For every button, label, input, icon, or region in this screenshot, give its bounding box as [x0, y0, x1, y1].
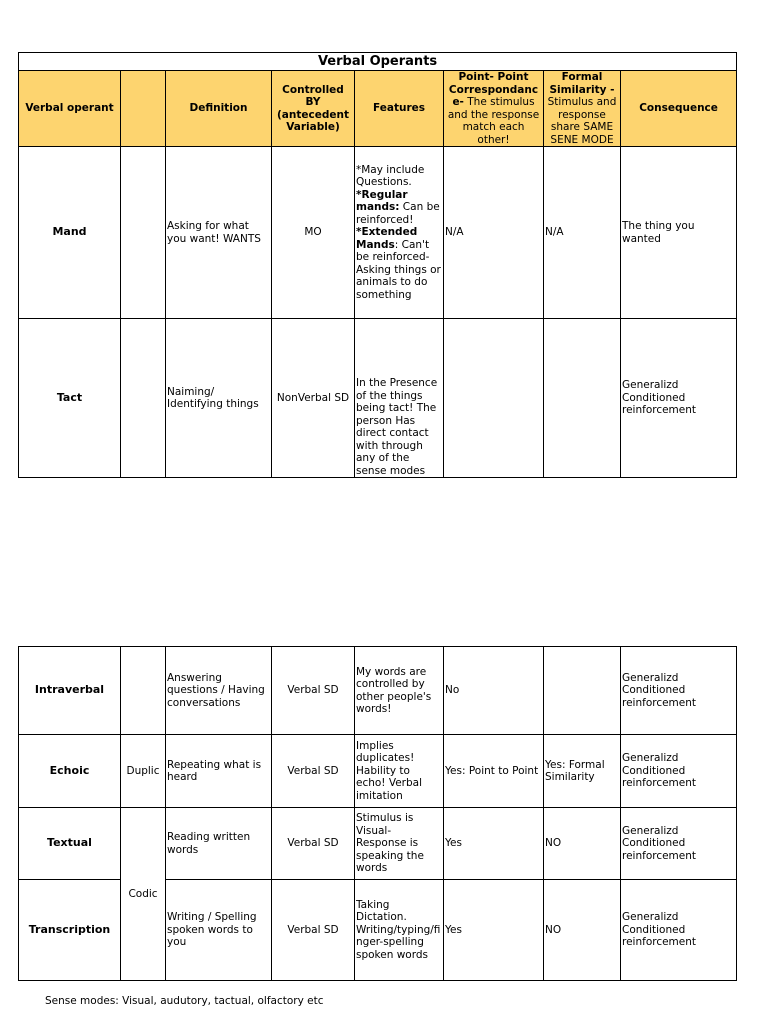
features-line: *May include Questions.	[356, 163, 425, 189]
point-to-point-cell: Yes	[444, 808, 544, 880]
definition-cell: Asking for what you want! WANTS	[166, 147, 272, 319]
operant-name: Tact	[19, 319, 121, 478]
header-point-to-point-title: Point- Point Correspondanc e-	[448, 71, 539, 108]
consequence-cell: Generalizd Conditioned reinforcement	[621, 880, 737, 981]
header-blank	[121, 71, 166, 147]
header-point-to-point-desc: The stimulus and the response match each other!	[447, 96, 540, 146]
footnote: Sense modes: Visual, audutory, tactual, olfactory etc	[45, 995, 324, 1007]
header-controlled-by: Controlled BY (antecedent Variable)	[272, 71, 355, 147]
features-cell: Stimulus is Visual- Response is speaking the words	[355, 808, 444, 880]
formal-similarity-cell: Yes: Formal Similarity	[544, 735, 621, 808]
definition-cell: Answering questions / Having conversations	[166, 647, 272, 735]
header-formal-similarity-title: Formal Similarity -	[549, 71, 615, 96]
operant-name: Intraverbal	[19, 647, 121, 735]
formal-similarity-cell	[544, 319, 621, 478]
features-cell	[355, 147, 444, 319]
features-cell: In the Presence of the things being tact! The person Has direct contact with through any of the sense modes	[355, 319, 444, 478]
features-cell: Taking Dictation. Writing/typing/fi nger-spelling spoken words	[355, 880, 444, 981]
consequence-cell: Generalizd Conditioned reinforcement	[621, 808, 737, 880]
controlled-by-cell: Verbal SD	[272, 880, 355, 981]
features-cell: My words are controlled by other people's words!	[355, 647, 444, 735]
table-row-intraverbal	[19, 647, 737, 735]
formal-similarity-cell: N/A	[544, 147, 621, 319]
verbal-operants-table-continued	[18, 646, 737, 981]
consequence-cell: The thing you wanted	[621, 147, 737, 319]
consequence-cell: Generalizd Conditioned reinforcement	[621, 319, 737, 478]
table-row-mand	[19, 147, 737, 319]
header-point-to-point	[444, 71, 544, 147]
operant-name: Mand	[19, 147, 121, 319]
header-formal-similarity	[544, 71, 621, 147]
point-to-point-cell	[444, 319, 544, 478]
table-title: Verbal Operants	[19, 53, 737, 71]
definition-cell: Naiming/ Identifying things	[166, 319, 272, 478]
point-to-point-cell: Yes: Point to Point	[444, 735, 544, 808]
operant-name: Textual	[19, 808, 121, 880]
definition-cell: Reading written words	[166, 808, 272, 880]
header-formal-similarity-desc: Stimulus and response share SAME SENE MODE	[547, 96, 617, 146]
point-to-point-cell: No	[444, 647, 544, 735]
header-verbal-operant: Verbal operant	[19, 71, 121, 147]
definition-cell: Writing / Spelling spoken words to you	[166, 880, 272, 981]
consequence-cell: Generalizd Conditioned reinforcement	[621, 735, 737, 808]
table-row-tact	[19, 319, 737, 478]
formal-similarity-cell	[544, 647, 621, 735]
operant-sub: Codic	[121, 808, 166, 981]
controlled-by-cell: NonVerbal SD	[272, 319, 355, 478]
formal-similarity-cell: NO	[544, 808, 621, 880]
point-to-point-cell: Yes	[444, 880, 544, 981]
operant-name: Echoic	[19, 735, 121, 808]
point-to-point-cell: N/A	[444, 147, 544, 319]
controlled-by-cell: Verbal SD	[272, 647, 355, 735]
features-regular-title: *Regular mands:	[356, 188, 408, 214]
features-regular-desc: Can be reinforced!	[356, 201, 440, 226]
operant-name: Transcription	[19, 880, 121, 981]
header-definition: Definition	[166, 71, 272, 147]
controlled-by-cell: Verbal SD	[272, 808, 355, 880]
definition-cell: Repeating what is heard	[166, 735, 272, 808]
operant-sub	[121, 647, 166, 735]
operant-sub	[121, 147, 166, 319]
table-row-textual	[19, 808, 737, 880]
verbal-operants-table	[18, 52, 737, 478]
consequence-cell: Generalizd Conditioned reinforcement	[621, 647, 737, 735]
features-cell: Implies duplicates! Hability to echo! Verbal imitation	[355, 735, 444, 808]
controlled-by-cell: Verbal SD	[272, 735, 355, 808]
table-row-echoic	[19, 735, 737, 808]
features-extended-title: *Extended Mands	[356, 226, 418, 251]
header-features: Features	[355, 71, 444, 147]
controlled-by-cell: MO	[272, 147, 355, 319]
header-consequence: Consequence	[621, 71, 737, 147]
features-extended-desc: : Can't be reinforced- Asking things or animals to do something	[356, 238, 441, 301]
header-row	[19, 71, 737, 147]
operant-sub: Duplic	[121, 735, 166, 808]
formal-similarity-cell: NO	[544, 880, 621, 981]
operant-sub	[121, 319, 166, 478]
